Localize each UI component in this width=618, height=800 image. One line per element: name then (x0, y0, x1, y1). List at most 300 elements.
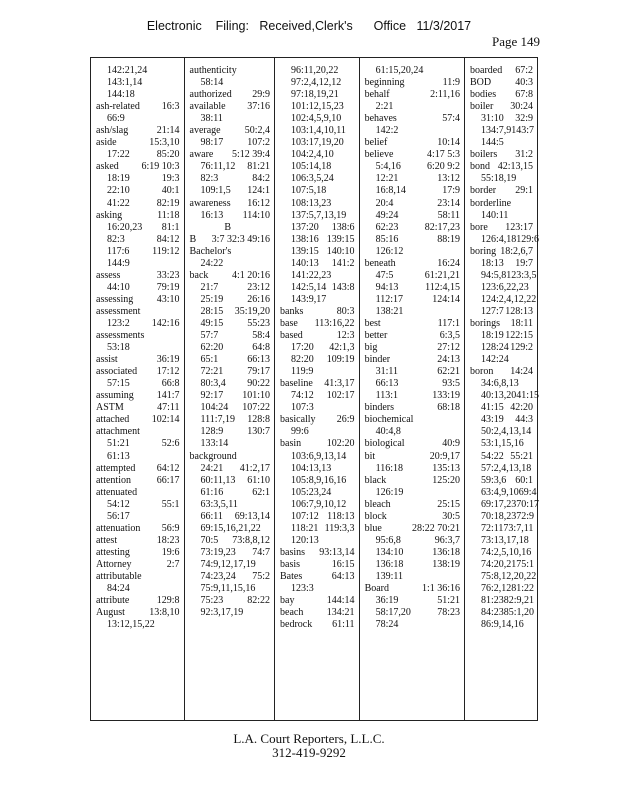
page-line-refs: 69:13,14 (234, 510, 271, 522)
index-term: 108:13,23 (291, 197, 332, 209)
index-term: 49:24 (375, 209, 399, 221)
index-continuation-line (280, 258, 359, 270)
index-term: 97:18,19,21 (291, 89, 339, 101)
index-term: 142:5,14 (291, 281, 327, 293)
index-column-5 (464, 58, 540, 720)
index-term: attachment (96, 426, 140, 438)
page-line-refs: 81:21 (247, 161, 271, 173)
index-continuation-line (280, 77, 359, 89)
page-line-refs: 143:8 (331, 281, 355, 293)
index-term: 134:10 (375, 546, 404, 558)
page-line-refs: 118:13 (327, 510, 355, 522)
index-entry (96, 523, 184, 535)
index-term: assessing (96, 293, 134, 305)
index-term: 134:7,9 (481, 125, 512, 137)
index-term: 78:24 (375, 619, 399, 631)
index-term: ASTM (96, 402, 124, 414)
index-term: 96:11,20,22 (291, 65, 339, 76)
index-term: 18:19 (107, 173, 130, 185)
index-continuation-line (470, 233, 540, 246)
index-continuation-line (96, 499, 184, 511)
page-line-refs: 4:17 5:3 (426, 149, 460, 161)
index-continuation-line (96, 234, 184, 246)
index-term: 41:15 (481, 402, 504, 414)
index-term: 138:21 (375, 305, 404, 317)
index-term: 25:19 (200, 293, 224, 305)
index-term: 72:11 (481, 522, 504, 534)
index-term: 54:12 (107, 498, 130, 510)
page-line-refs: 30:24 (510, 101, 533, 113)
page-line-refs: 78:23 (437, 607, 460, 619)
index-continuation-line (96, 318, 184, 330)
page-line-refs: 72:9 (516, 510, 535, 522)
index-term: boron (470, 366, 494, 378)
index-entry (365, 523, 464, 535)
index-term: 66:11 (200, 510, 223, 522)
index-continuation-line (96, 511, 184, 523)
page-line-refs: 16:12 (247, 197, 271, 209)
index-entry (365, 583, 464, 595)
index-term: 103:1,4,10,11 (291, 125, 346, 137)
index-continuation-line (280, 101, 359, 113)
index-term: Bachelor's (189, 245, 232, 257)
page-line-refs: 19:7 (515, 257, 533, 269)
page-line-refs: 14:24 (510, 366, 533, 378)
index-term: binders (364, 402, 395, 414)
index-term: 140:11 (481, 209, 509, 221)
index-continuation-line (190, 390, 275, 402)
index-term: 118:21 (291, 522, 319, 534)
page-line-refs: 43:10 (156, 293, 180, 305)
page-line-refs: 44:3 (515, 414, 533, 426)
page-line-refs: 29:1 (515, 185, 533, 197)
index-continuation-line (470, 390, 540, 402)
index-continuation-line (96, 173, 184, 185)
index-term: boarded (470, 65, 503, 76)
page-line-refs: 13:8,10 (149, 607, 180, 619)
index-term: 17:20 (291, 342, 314, 354)
index-continuation-line (96, 246, 184, 258)
index-continuation-line (280, 390, 359, 402)
page-line-refs: 42:13,15 (497, 161, 533, 173)
page-line-refs: 6:3,5 (439, 330, 460, 342)
page-line-refs: 134:21 (326, 607, 355, 619)
index-continuation-line (280, 523, 359, 535)
page-line-refs: 5:12 39:4 (231, 149, 271, 161)
footer (0, 732, 618, 759)
index-continuation-line (280, 210, 359, 222)
page-line-refs: 102:20 (326, 438, 355, 450)
index-term: based (280, 330, 303, 342)
index-continuation-line (470, 619, 537, 631)
page-number: Page 149 (492, 34, 541, 49)
index-term: 13:12,15,22 (107, 619, 155, 631)
page-line-refs: 6:19 10:3 (141, 161, 180, 173)
index-term: 113:1 (375, 390, 398, 402)
index-term: biological (364, 438, 405, 450)
index-term: 142:2 (375, 125, 399, 137)
index-entry (96, 463, 184, 475)
index-term: 99:6 (291, 426, 309, 438)
index-term: 24:22 (200, 257, 224, 269)
index-term: basically (280, 414, 316, 426)
index-term: 75:23 (200, 595, 224, 607)
page-line-refs: 66:13 (247, 354, 271, 366)
index-term: 16:13 (200, 209, 224, 221)
index-term: 107:12 (291, 510, 319, 522)
index-entry (365, 402, 464, 414)
page-line-refs: 84:12 (156, 233, 180, 245)
index-term: 144:18 (107, 89, 135, 101)
page-line-refs: 52:6 (161, 438, 180, 450)
index-continuation-line (190, 475, 275, 487)
index-continuation-line (365, 547, 464, 559)
page-line-refs: 15:3,10 (149, 137, 180, 149)
index-column-1 (91, 58, 184, 720)
index-continuation-line (365, 607, 464, 619)
page-line-refs: 80:3 (336, 305, 355, 317)
page-line-refs: 68:18 (437, 402, 460, 414)
page-line-refs: 60:1 (515, 474, 533, 486)
page-line-refs: 28:22 70:21 (411, 522, 460, 534)
index-term: average (189, 125, 221, 137)
index-term: 36:19 (375, 595, 399, 607)
index-entry (365, 511, 464, 523)
page-line-refs: 119:12 (152, 245, 180, 257)
page-line-refs: 16:24 (437, 257, 460, 269)
index-continuation-line (96, 438, 184, 450)
index-term: 5:4,16 (375, 161, 401, 173)
page-line-refs: 93:5 (442, 378, 460, 390)
index-term: 50:2,4,13,14 (481, 426, 532, 438)
index-term: 103:17,19,20 (291, 137, 344, 149)
index-term: biochemical (364, 414, 414, 426)
index-term: 16:20,23 (107, 221, 143, 233)
index-term: bay (280, 595, 295, 607)
index-continuation-line (280, 198, 359, 210)
page-line-refs: 23:12 (247, 281, 271, 293)
index-continuation-line (190, 535, 275, 547)
index-term: baseline (280, 378, 313, 390)
index-continuation-line (190, 137, 275, 149)
index-column-4 (359, 58, 464, 720)
index-term: 75:8,12,20,22 (481, 570, 537, 582)
page-line-refs: 73:8,8,12 (232, 534, 271, 546)
index-continuation-line (470, 595, 537, 607)
index-continuation-line (280, 222, 359, 234)
index-entry (470, 185, 537, 197)
page-line-refs: 90:22 (247, 378, 271, 390)
index-continuation-line (470, 270, 537, 282)
index-entry (280, 378, 359, 390)
index-continuation-line (365, 535, 464, 547)
index-term: 85:16 (375, 233, 399, 245)
index-continuation-line (470, 559, 537, 571)
index-continuation-line (280, 173, 359, 185)
index-term: black (364, 474, 387, 486)
index-continuation-line (190, 426, 275, 438)
page-line-refs: 82:19 (156, 197, 180, 209)
index-term: 76:2,12 (481, 583, 512, 595)
index-term: available (189, 101, 226, 113)
page-line-refs: 42:1,3 (329, 342, 355, 354)
index-term: basis (280, 558, 301, 570)
index-entry (280, 318, 359, 330)
index-term: 53:18 (107, 342, 130, 354)
page-line-refs: 37:16 (247, 101, 271, 113)
index-continuation-line (365, 246, 464, 258)
index-continuation-line (96, 222, 184, 234)
index-term: assessments (96, 330, 145, 342)
index-continuation-line (96, 378, 184, 390)
index-term: attenuation (96, 522, 141, 534)
index-continuation-line (470, 571, 537, 583)
index-entry (470, 65, 537, 77)
index-continuation-line (96, 149, 184, 161)
index-term: 2:21 (375, 101, 394, 113)
reporter-phone: 312-419-9292 (272, 744, 346, 760)
index-term: 142:21,24 (107, 65, 148, 76)
index-entry (96, 306, 184, 318)
index-continuation-line (190, 366, 275, 378)
index-continuation-line (280, 354, 359, 366)
index-term: 140:13 (291, 257, 319, 269)
index-term: 74:9,12,17,19 (200, 558, 256, 570)
index-term: bleach (364, 498, 391, 510)
index-term: associated (96, 366, 138, 378)
page-line-refs: 17:9 (442, 185, 460, 197)
page-line-refs: 21:14 (156, 125, 180, 137)
index-term: Board (364, 583, 390, 595)
index-entry (365, 438, 464, 450)
page-line-refs: 75:1 (516, 558, 535, 570)
page-line-refs: 11:18 (157, 209, 180, 221)
index-entry (470, 77, 537, 89)
page-line-refs: 85:20 (156, 149, 180, 161)
index-entry (190, 101, 275, 113)
page-line-refs: 40:1 (161, 185, 180, 197)
index-term: awareness (189, 197, 231, 209)
page-line-refs: 1:1 36:16 (421, 583, 460, 595)
index-entry (96, 210, 184, 222)
page-line-refs: 42:20 (510, 402, 533, 414)
index-continuation-line (365, 366, 464, 378)
index-continuation-line (96, 185, 184, 197)
index-term: 92:3,17,19 (200, 607, 244, 619)
index-continuation-line (280, 246, 359, 258)
page-line-refs: 79:17 (247, 366, 271, 378)
index-term: 136:18 (375, 558, 404, 570)
index-continuation-line (280, 89, 359, 101)
index-continuation-line (365, 65, 464, 77)
index-continuation-line (470, 414, 537, 426)
page-line-refs: 11:9 (442, 77, 460, 89)
index-term: 104:13,13 (291, 462, 332, 474)
index-term: 137:20 (291, 221, 319, 233)
index-continuation-line (365, 559, 464, 571)
index-term: 53:1,15,16 (481, 438, 524, 450)
index-continuation-line (190, 185, 275, 197)
index-entry (96, 426, 184, 438)
index-term: 51:21 (107, 438, 130, 450)
index-term: assist (96, 354, 118, 366)
index-entry (470, 149, 537, 161)
page-line-refs: 82:9,21 (503, 595, 535, 607)
index-term: 82:3 (200, 173, 219, 185)
index-continuation-line (365, 463, 464, 475)
index-continuation-line (365, 282, 464, 294)
index-entry (96, 547, 184, 559)
page-line-refs: 144:14 (326, 595, 355, 607)
index-continuation-line (190, 487, 275, 499)
index-term: 63:4,9,10 (481, 486, 519, 498)
page-line-refs: 61:10 (247, 474, 271, 486)
page-line-refs: 128:13 (505, 305, 533, 317)
index-term: attached (96, 414, 130, 426)
index-term: 44:10 (107, 281, 130, 293)
index-term: back (189, 269, 209, 281)
page-line-refs: 32:9 (515, 113, 533, 125)
index-entry (190, 234, 275, 246)
page-line-refs: 67:8 (515, 89, 533, 101)
index-continuation-line (190, 330, 275, 342)
page-line-refs: 70:17 (516, 498, 540, 510)
index-term: 61:16 (200, 486, 224, 498)
index-entry (96, 414, 184, 426)
index-continuation-line (96, 89, 184, 101)
index-entry (190, 125, 275, 137)
page-line-refs: 16:15 (331, 558, 355, 570)
index-continuation-line (190, 306, 275, 318)
index-entry (280, 559, 359, 571)
page-line-refs: 27:12 (437, 342, 460, 354)
page-line-refs: 26:9 (336, 414, 355, 426)
index-continuation-line (365, 173, 464, 185)
index-continuation-line (470, 463, 537, 475)
index-term: 119:9 (291, 366, 314, 378)
page-line-refs: 129:8 (156, 595, 180, 607)
index-continuation-line (190, 210, 275, 222)
index-continuation-line (190, 595, 275, 607)
index-term: ash-related (96, 101, 140, 113)
index-term: authenticity (189, 65, 237, 76)
index-continuation-line (470, 487, 537, 499)
page-line-refs: 57:4 (442, 113, 460, 125)
index-term: 123:3 (291, 583, 314, 595)
page-line-refs: 23:14 (437, 197, 460, 209)
index-continuation-line (280, 583, 359, 595)
page-line-refs: 119:3,3 (324, 522, 355, 534)
index-continuation-line (365, 270, 464, 282)
index-entry (190, 149, 275, 161)
page-line-refs: 102:17 (326, 390, 355, 402)
index-continuation-line (365, 222, 464, 234)
index-term: belief (364, 137, 388, 149)
page-line-refs: 33:23 (156, 269, 180, 281)
page-line-refs: 24:13 (437, 354, 460, 366)
index-continuation-line (280, 402, 359, 414)
page-line-refs: 66:8 (161, 378, 180, 390)
index-term: 82:3 (107, 233, 125, 245)
page-line-refs: 69:4 (518, 486, 537, 498)
index-term: 126:12 (375, 245, 404, 257)
index-term: 94:5,8 (481, 269, 507, 281)
index-term: best (364, 317, 381, 329)
index-entry (190, 65, 275, 77)
index-continuation-line (365, 294, 464, 306)
index-term: 65:1 (200, 354, 219, 366)
page-line-refs: 142:16 (151, 317, 180, 329)
index-continuation-line (470, 426, 537, 438)
index-term: beneath (364, 257, 396, 269)
page-line-refs: 47:11 (157, 402, 180, 414)
index-entry (365, 149, 464, 161)
page-line-refs: 58:11 (437, 209, 460, 221)
index-term: 137:5,7,13,19 (291, 209, 347, 221)
index-term: 133:14 (200, 438, 229, 450)
index-continuation-line (190, 354, 275, 366)
index-term: assess (96, 269, 121, 281)
index-term: 57:2,4,13,18 (481, 462, 532, 474)
index-entry (470, 222, 537, 234)
index-term: 74:2,5,10,16 (481, 546, 532, 558)
index-continuation-line (96, 583, 184, 595)
index-continuation-line (280, 463, 359, 475)
page-line-refs: 19:3 (161, 173, 180, 185)
index-term: big (364, 342, 378, 354)
index-term: asking (96, 209, 123, 221)
index-term: 31:11 (375, 366, 398, 378)
index-continuation-line (96, 282, 184, 294)
index-entry (96, 294, 184, 306)
index-term: border (470, 185, 497, 197)
index-entry (280, 607, 359, 619)
index-term: 102:4,5,9,10 (291, 113, 342, 125)
index-term: 54:22 (481, 450, 504, 462)
index-term: borderline (470, 197, 512, 209)
index-term: 84:24 (107, 583, 130, 595)
page-line-refs: 73:7,11 (503, 522, 534, 534)
index-term: 106:7,9,10,12 (291, 498, 347, 510)
page-line-refs: 10:14 (437, 137, 460, 149)
index-continuation-line (470, 282, 537, 294)
page-line-refs: 93:13,14 (319, 546, 355, 558)
page-line-refs: 30:5 (442, 510, 460, 522)
page-line-refs: 113:16,22 (314, 317, 355, 329)
page-line-refs: 58:4 (252, 330, 271, 342)
page-line-refs: 41:15 (516, 390, 540, 402)
index-term: 126:4,18 (481, 233, 517, 245)
index-entry (365, 318, 464, 330)
index-continuation-line (470, 258, 537, 270)
page-line-refs: 25:15 (437, 498, 460, 510)
page-line-refs: 41:3,17 (324, 378, 355, 390)
index-term: 69:15,16,21,22 (200, 522, 261, 534)
page-line-refs: 75:2 (252, 570, 271, 582)
index-term: 57:7 (200, 330, 219, 342)
index-term: attempted (96, 462, 136, 474)
page-line-refs: 123:3,5 (506, 269, 537, 281)
index-term: 40:13,20 (481, 390, 517, 402)
index-term: 97:2,4,12,12 (291, 77, 342, 89)
index-entry (96, 402, 184, 414)
index-continuation-line (190, 559, 275, 571)
page-line-refs: 16:3 (161, 101, 180, 113)
index-entry (190, 246, 275, 258)
page-line-refs: 40:9 (442, 438, 460, 450)
index-entry (280, 438, 359, 450)
index-continuation-line (365, 390, 464, 402)
